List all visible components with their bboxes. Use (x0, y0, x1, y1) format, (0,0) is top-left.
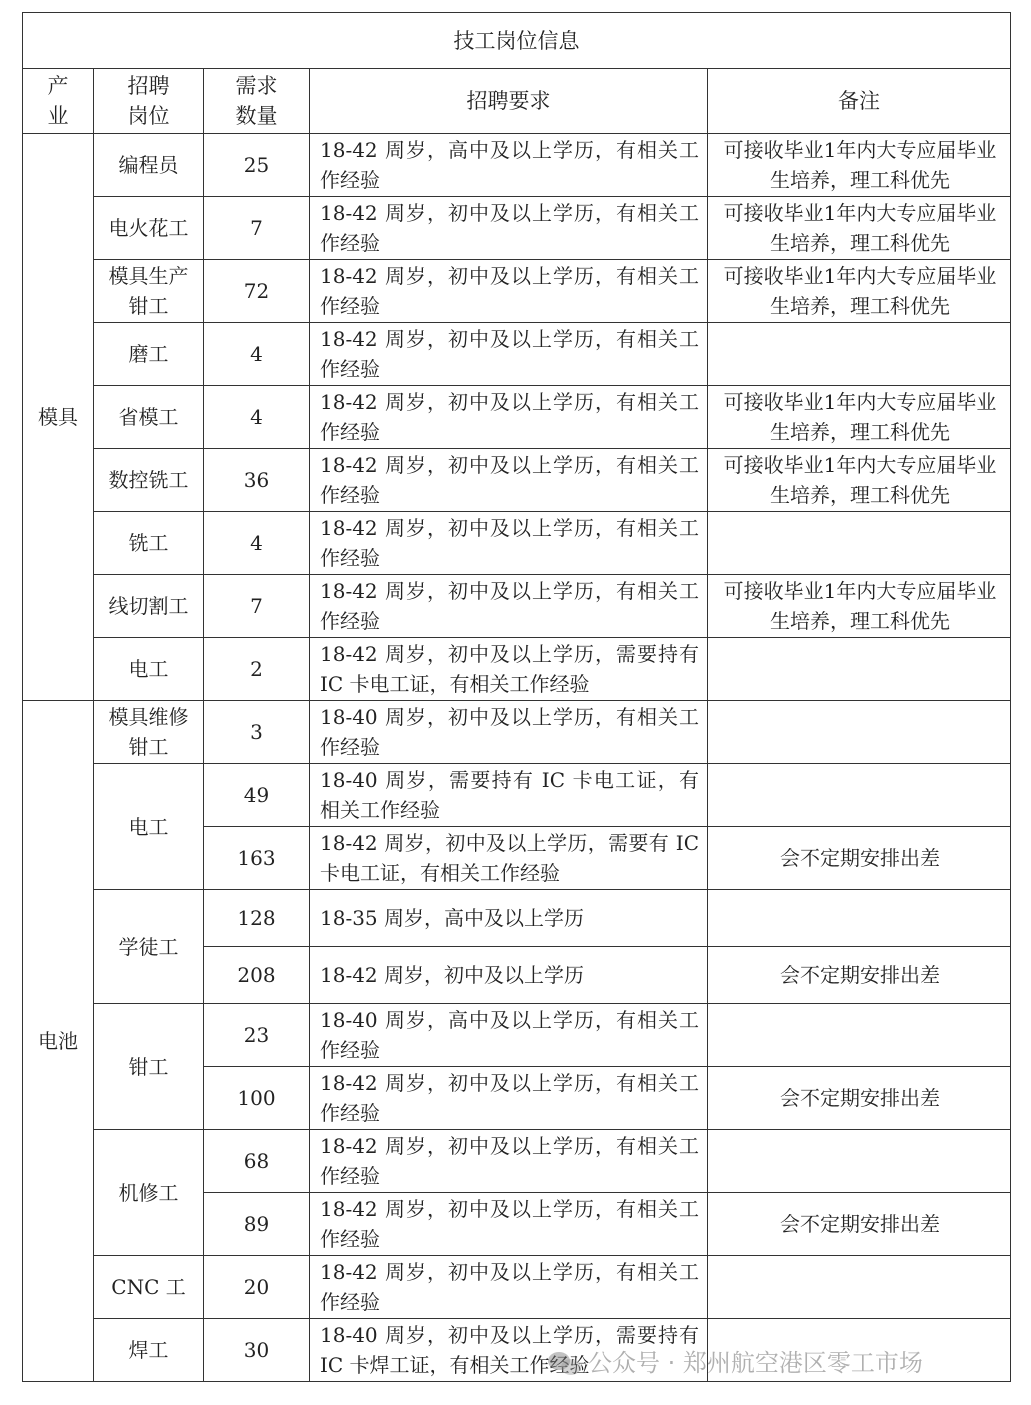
count-cell: 100 (204, 1067, 310, 1130)
note-cell (708, 1004, 1011, 1067)
table-row (23, 764, 1011, 827)
note-cell: 会不定期安排出差 (708, 947, 1011, 1004)
header-count-top: 需求 (235, 74, 278, 98)
note-cell: 会不定期安排出差 (708, 1193, 1011, 1256)
watermark (548, 1343, 923, 1378)
position-cell: 机修工 (94, 1130, 204, 1256)
table-row (23, 1256, 1011, 1319)
position-cell: 线切割工 (94, 575, 204, 638)
position-cell-top: 模具维修 (108, 705, 189, 729)
position-cell: 电火花工 (94, 197, 204, 260)
requirement-cell: 18-42 周岁，初中及以上学历，有相关工作经验 (310, 1193, 708, 1256)
table-row (23, 575, 1011, 638)
industry-mold: 模具 (23, 134, 94, 701)
requirement-cell: 18-42 周岁，初中及以上学历 (310, 947, 708, 1004)
position-cell-bottom: 钳工 (128, 735, 169, 759)
watermark-text: 公众号 · 郑州航空港区零工市场 (588, 1349, 923, 1377)
table-row (23, 323, 1011, 386)
count-cell: 208 (204, 947, 310, 1004)
position-cell: 焊工 (94, 1319, 204, 1382)
count-cell: 30 (204, 1319, 310, 1382)
requirement-cell: 18-42 周岁，初中及以上学历，有相关工作经验 (310, 323, 708, 386)
requirement-cell: 18-42 周岁，初中及以上学历，有相关工作经验 (310, 386, 708, 449)
position-cell: 铣工 (94, 512, 204, 575)
table-row (23, 260, 1011, 323)
count-cell: 163 (204, 827, 310, 890)
note-cell: 可接收毕业1年内大专应届毕业生培养，理工科优先 (708, 386, 1011, 449)
table-title: 技工岗位信息 (23, 13, 1011, 69)
position-cell: 电工 (94, 764, 204, 890)
count-cell: 2 (204, 638, 310, 701)
note-cell (708, 323, 1011, 386)
note-cell: 可接收毕业1年内大专应届毕业生培养，理工科优先 (708, 197, 1011, 260)
requirement-cell: 18-42 周岁，初中及以上学历，有相关工作经验 (310, 575, 708, 638)
note-cell: 会不定期安排出差 (708, 1067, 1011, 1130)
position-cell-top: 模具生产 (108, 264, 189, 288)
count-cell: 25 (204, 134, 310, 197)
requirement-cell: 18-42 周岁，初中及以上学历，有相关工作经验 (310, 449, 708, 512)
requirement-cell: 18-42 周岁，高中及以上学历，有相关工作经验 (310, 134, 708, 197)
position-cell: 省模工 (94, 386, 204, 449)
note-cell (708, 701, 1011, 764)
count-cell: 7 (204, 197, 310, 260)
wechat-icon (548, 1350, 582, 1378)
count-cell: 36 (204, 449, 310, 512)
requirement-cell: 18-42 周岁，初中及以上学历，需要有 IC 卡电工证，有相关工作经验 (310, 827, 708, 890)
count-cell: 7 (204, 575, 310, 638)
position-cell: 电工 (94, 638, 204, 701)
table-row (23, 701, 1011, 764)
note-cell (708, 512, 1011, 575)
position-cell: 数控铣工 (94, 449, 204, 512)
requirement-cell: 18-40 周岁，初中及以上学历，需要持有 IC 卡焊工证，有相关工作经验 (310, 1319, 708, 1382)
count-cell: 20 (204, 1256, 310, 1319)
header-position-top: 招聘 (127, 74, 170, 98)
count-cell: 128 (204, 890, 310, 947)
job-table (22, 12, 1011, 1382)
note-cell: 可接收毕业1年内大专应届毕业生培养，理工科优先 (708, 134, 1011, 197)
requirement-cell: 18-42 周岁，初中及以上学历，有相关工作经验 (310, 1256, 708, 1319)
job-table-container (22, 12, 1011, 1382)
header-industry (23, 69, 94, 134)
table-row (23, 134, 1011, 197)
requirement-cell: 18-40 周岁，高中及以上学历，有相关工作经验 (310, 1004, 708, 1067)
count-cell: 4 (204, 386, 310, 449)
header-position-bottom: 岗位 (127, 104, 170, 128)
position-cell (94, 701, 204, 764)
position-cell: CNC 工 (94, 1256, 204, 1319)
position-cell: 磨工 (94, 323, 204, 386)
note-cell: 可接收毕业1年内大专应届毕业生培养，理工科优先 (708, 575, 1011, 638)
header-industry-top: 产 (47, 74, 69, 98)
position-cell: 编程员 (94, 134, 204, 197)
header-note: 备注 (708, 69, 1011, 134)
requirement-cell: 18-40 周岁，需要持有 IC 卡电工证，有相关工作经验 (310, 764, 708, 827)
requirement-cell: 18-42 周岁，初中及以上学历，有相关工作经验 (310, 1130, 708, 1193)
count-cell: 4 (204, 512, 310, 575)
count-cell: 49 (204, 764, 310, 827)
industry-battery: 电池 (23, 701, 94, 1382)
requirement-cell: 18-35 周岁，高中及以上学历 (310, 890, 708, 947)
table-row (23, 449, 1011, 512)
header-count-bottom: 数量 (235, 104, 278, 128)
note-cell (708, 890, 1011, 947)
table-row (23, 386, 1011, 449)
header-industry-bottom: 业 (47, 104, 69, 128)
count-cell: 23 (204, 1004, 310, 1067)
position-cell (94, 260, 204, 323)
requirement-cell: 18-42 周岁，初中及以上学历，有相关工作经验 (310, 512, 708, 575)
requirement-cell: 18-42 周岁，初中及以上学历，需要持有 IC 卡电工证，有相关工作经验 (310, 638, 708, 701)
note-cell: 会不定期安排出差 (708, 827, 1011, 890)
note-cell (708, 638, 1011, 701)
position-cell: 学徒工 (94, 890, 204, 1004)
note-cell (708, 1256, 1011, 1319)
requirement-cell: 18-42 周岁，初中及以上学历，有相关工作经验 (310, 260, 708, 323)
header-position (94, 69, 204, 134)
position-cell: 钳工 (94, 1004, 204, 1130)
count-cell: 3 (204, 701, 310, 764)
count-cell: 68 (204, 1130, 310, 1193)
requirement-cell: 18-42 周岁，初中及以上学历，有相关工作经验 (310, 1067, 708, 1130)
table-row (23, 1130, 1011, 1193)
count-cell: 4 (204, 323, 310, 386)
position-cell-bottom: 钳工 (128, 294, 169, 318)
note-cell (708, 764, 1011, 827)
count-cell: 89 (204, 1193, 310, 1256)
note-cell: 可接收毕业1年内大专应届毕业生培养，理工科优先 (708, 449, 1011, 512)
note-cell: 可接收毕业1年内大专应届毕业生培养，理工科优先 (708, 260, 1011, 323)
requirement-cell: 18-40 周岁，初中及以上学历，有相关工作经验 (310, 701, 708, 764)
header-requirement: 招聘要求 (310, 69, 708, 134)
table-row (23, 638, 1011, 701)
note-cell (708, 1130, 1011, 1193)
count-cell: 72 (204, 260, 310, 323)
table-row (23, 197, 1011, 260)
table-row (23, 512, 1011, 575)
header-count (204, 69, 310, 134)
table-row (23, 1004, 1011, 1067)
requirement-cell: 18-42 周岁，初中及以上学历，有相关工作经验 (310, 197, 708, 260)
table-row (23, 890, 1011, 947)
